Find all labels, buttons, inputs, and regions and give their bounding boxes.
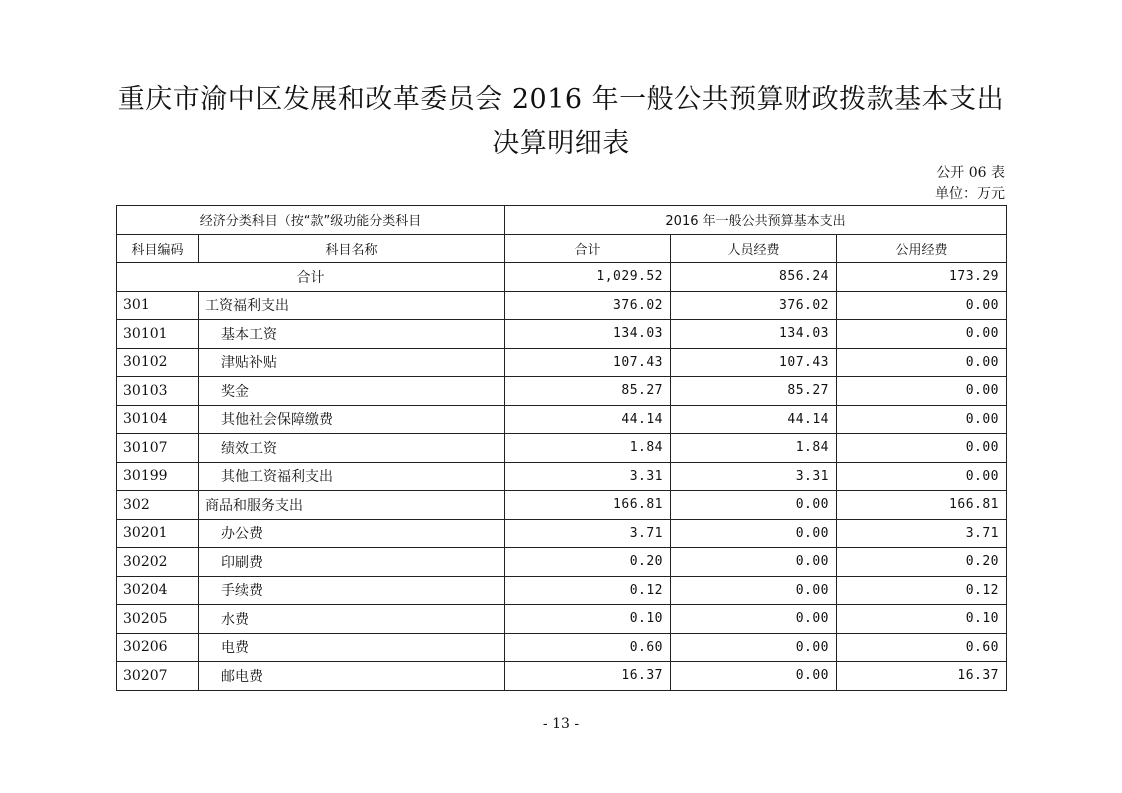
row-public: 0.20 [837, 548, 1007, 577]
row-personnel: 85.27 [671, 377, 837, 406]
table-row [117, 662, 1007, 691]
row-public: 166.81 [837, 491, 1007, 520]
form-number: 公开 06 表 [936, 165, 1005, 181]
row-code: 30205 [117, 605, 199, 634]
row-personnel: 0.00 [671, 519, 837, 548]
row-personnel: 0.00 [671, 605, 837, 634]
row-name: 其他工资福利支出 [199, 462, 505, 491]
report-title-line2: 决算明细表 [492, 128, 630, 159]
total-row-public: 173.29 [837, 263, 1007, 292]
total-row-personnel: 856.24 [671, 263, 837, 292]
table-row [117, 491, 1007, 520]
row-code: 302 [117, 491, 199, 520]
public-column-header: 公用经费 [837, 234, 1007, 263]
row-total: 0.20 [505, 548, 671, 577]
row-public: 16.37 [837, 662, 1007, 691]
row-code: 30199 [117, 462, 199, 491]
row-name: 绩效工资 [199, 434, 505, 463]
row-total: 16.37 [505, 662, 671, 691]
table-row [117, 633, 1007, 662]
row-public: 0.00 [837, 405, 1007, 434]
row-total: 0.10 [505, 605, 671, 634]
row-name: 印刷费 [199, 548, 505, 577]
table-row [117, 548, 1007, 577]
row-code: 30201 [117, 519, 199, 548]
row-name: 水费 [199, 605, 505, 634]
row-code: 30204 [117, 576, 199, 605]
row-personnel: 3.31 [671, 462, 837, 491]
row-name: 津贴补贴 [199, 348, 505, 377]
table-row [117, 377, 1007, 406]
row-code: 30207 [117, 662, 199, 691]
table-row [117, 405, 1007, 434]
row-name: 商品和服务支出 [199, 491, 505, 520]
row-total: 44.14 [505, 405, 671, 434]
code-column-header: 科目编码 [117, 234, 199, 263]
row-name: 工资福利支出 [199, 291, 505, 320]
name-column-header: 科目名称 [199, 234, 505, 263]
row-personnel: 0.00 [671, 491, 837, 520]
table-row [117, 519, 1007, 548]
table-row [117, 434, 1007, 463]
personnel-column-header: 人员经费 [671, 234, 837, 263]
page-number: - 13 - [542, 716, 580, 732]
row-personnel: 0.00 [671, 548, 837, 577]
budget-table [116, 205, 1007, 691]
row-public: 0.00 [837, 320, 1007, 349]
row-public: 0.00 [837, 462, 1007, 491]
row-personnel: 0.00 [671, 576, 837, 605]
row-personnel: 1.84 [671, 434, 837, 463]
row-code: 30103 [117, 377, 199, 406]
row-code: 30104 [117, 405, 199, 434]
row-name: 邮电费 [199, 662, 505, 691]
row-total: 3.31 [505, 462, 671, 491]
row-total: 85.27 [505, 377, 671, 406]
total-row [117, 263, 1007, 292]
report-title-line1: 重庆市渝中区发展和改革委员会 2016 年一般公共预算财政拨款基本支出 [117, 84, 1005, 115]
row-total: 3.71 [505, 519, 671, 548]
table-row [117, 462, 1007, 491]
table-row [117, 320, 1007, 349]
row-name: 基本工资 [199, 320, 505, 349]
row-total: 107.43 [505, 348, 671, 377]
row-personnel: 107.43 [671, 348, 837, 377]
row-personnel: 134.03 [671, 320, 837, 349]
row-name: 手续费 [199, 576, 505, 605]
table-row [117, 605, 1007, 634]
table-row [117, 291, 1007, 320]
row-code: 30206 [117, 633, 199, 662]
row-code: 30101 [117, 320, 199, 349]
column-header-row [117, 234, 1007, 263]
row-public: 0.00 [837, 377, 1007, 406]
row-public: 0.00 [837, 348, 1007, 377]
row-personnel: 44.14 [671, 405, 837, 434]
row-personnel: 0.00 [671, 662, 837, 691]
row-public: 0.60 [837, 633, 1007, 662]
row-public: 0.00 [837, 434, 1007, 463]
unit-label: 单位：万元 [935, 186, 1005, 202]
row-personnel: 0.00 [671, 633, 837, 662]
row-public: 0.12 [837, 576, 1007, 605]
row-name: 其他社会保障缴费 [199, 405, 505, 434]
row-total: 134.03 [505, 320, 671, 349]
total-row-label: 合计 [117, 263, 505, 292]
row-total: 0.60 [505, 633, 671, 662]
table-row [117, 576, 1007, 605]
row-code: 301 [117, 291, 199, 320]
total-column-header: 合计 [505, 234, 671, 263]
total-row-total: 1,029.52 [505, 263, 671, 292]
econ-group-header: 经济分类科目（按“款”级功能分类科目 [117, 206, 505, 235]
row-code: 30202 [117, 548, 199, 577]
row-public: 0.10 [837, 605, 1007, 634]
row-total: 0.12 [505, 576, 671, 605]
row-total: 1.84 [505, 434, 671, 463]
row-code: 30107 [117, 434, 199, 463]
row-total: 376.02 [505, 291, 671, 320]
table-row [117, 348, 1007, 377]
group-header-row [117, 206, 1007, 235]
expend-group-header: 2016 年一般公共预算基本支出 [505, 206, 1007, 235]
row-code: 30102 [117, 348, 199, 377]
row-public: 0.00 [837, 291, 1007, 320]
row-personnel: 376.02 [671, 291, 837, 320]
row-public: 3.71 [837, 519, 1007, 548]
row-name: 电费 [199, 633, 505, 662]
row-name: 办公费 [199, 519, 505, 548]
row-name: 奖金 [199, 377, 505, 406]
row-total: 166.81 [505, 491, 671, 520]
